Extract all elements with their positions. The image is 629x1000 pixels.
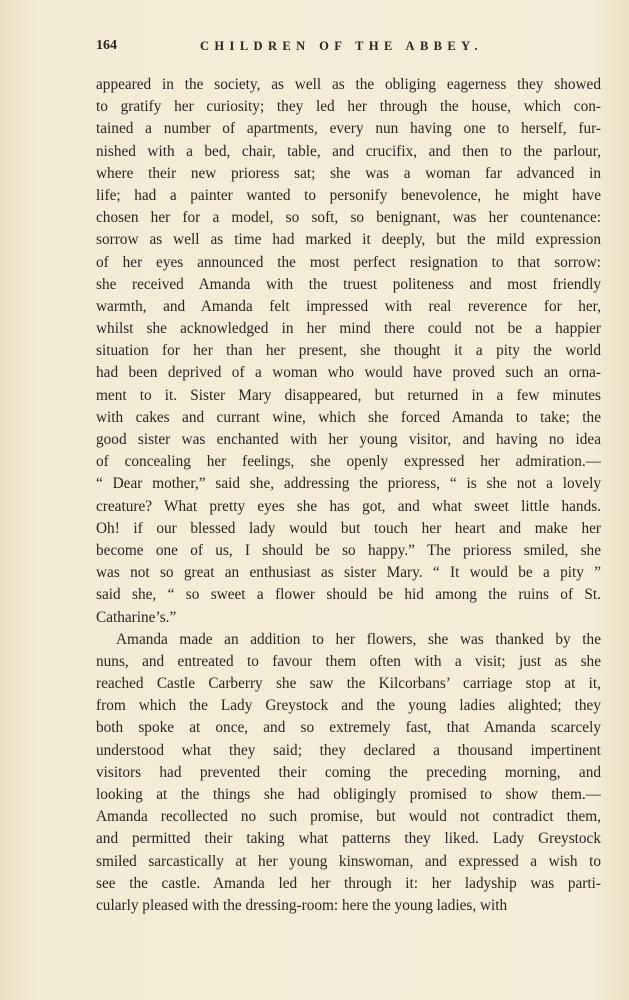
- text-line: sorrow as well as time had marked it deeply, but the mild expression: [96, 231, 601, 249]
- text-line: cularly pleased with the dressing-room: here the young ladies, with: [96, 896, 508, 914]
- text-line: and permitted their taking what patterns they liked. Lady Greystock: [96, 830, 601, 848]
- text-line: where their new prioress sat; she was a woman far advanced in: [96, 164, 601, 182]
- text-line: good sister was enchanted with her young visitor, and having no idea: [96, 431, 601, 448]
- text-line: smiled sarcastically at her young kinswoman, and expressed a wish to: [96, 852, 601, 870]
- text-line: warmth, and Amanda felt impressed with real reverence for her,: [96, 297, 601, 315]
- text-line: tained a number of apartments, every nun having one to herself, fur-: [96, 120, 601, 138]
- text-line: become one of us, I should be so happy.” The prioress smiled, she: [96, 541, 601, 559]
- text-line: creature? What pretty eyes she has got, and what sweet little hands.: [96, 497, 601, 515]
- paragraph: [96, 629, 601, 917]
- text-line: nuns, and entreated to favour them often with a visit; just as she: [96, 652, 601, 670]
- text-line: whilst she acknowledged in her mind there could not be a happier: [96, 320, 601, 338]
- text-line: reached Castle Carberry she saw the Kilcorbans’ carriage stop at it,: [96, 675, 601, 693]
- text-line: had been deprived of a woman who would have proved such an orna-: [96, 364, 601, 382]
- text-line: from which the Lady Greystock and the young ladies alighted; they: [96, 697, 601, 715]
- text-line: situation for her than her present, she thought it a pity the world: [96, 342, 601, 360]
- running-head: [96, 36, 610, 56]
- text-line: Amanda made an addition to her flowers, she was thanked by the: [116, 630, 601, 648]
- text-line: life; had a painter wanted to personify benevolence, he might have: [96, 186, 601, 204]
- text-line: nished with a bed, chair, table, and crucifix, and then to the parlour,: [96, 142, 601, 160]
- text-line: looking at the things she had obligingly promised to show them.—: [96, 786, 601, 803]
- text-line: understood what they said; they declared a thousand impertinent: [96, 741, 601, 759]
- text-line: visitors had prevented their coming the preceding morning, and: [96, 763, 601, 781]
- text-line: Amanda recollected no such promise, but would not contradict them,: [96, 808, 601, 826]
- text-line: with cakes and currant wine, which she forced Amanda to take; the: [96, 408, 601, 426]
- text-line: said she, “ so sweet a flower should be hid among the ruins of St.: [96, 586, 601, 604]
- text-line: of her eyes announced the most perfect resignation to that sorrow:: [96, 253, 601, 271]
- body-text: [96, 74, 601, 917]
- text-line: was not so great an enthusiast as sister Mary. “ It would be a pity ”: [96, 564, 601, 582]
- page-number: 164: [96, 38, 117, 53]
- text-line: appeared in the society, as well as the obliging eagerness they showed: [96, 76, 601, 93]
- running-title: CHILDREN OF THE ABBEY.: [200, 39, 483, 53]
- text-line: she received Amanda with the truest politeness and most friendly: [96, 275, 601, 293]
- text-line: Oh! if our blessed lady would but touch her heart and make her: [96, 519, 601, 537]
- text-line: both spoke at once, and so extremely fast, that Amanda scarcely: [96, 719, 601, 737]
- text-line: Catharine’s.”: [96, 608, 177, 626]
- text-line: of concealing her feelings, she openly expressed her admiration.—: [96, 453, 601, 471]
- text-line: to gratify her curiosity; they led her through the house, which con-: [96, 98, 601, 116]
- paragraph: [96, 74, 601, 629]
- text-line: chosen her for a model, so soft, so benignant, was her countenance:: [96, 209, 601, 227]
- text-line: “ Dear mother,” said she, addressing the prioress, “ is she not a lovely: [96, 475, 601, 493]
- text-line: ment to it. Sister Mary disappeared, but returned in a few minutes: [96, 386, 601, 404]
- text-line: see the castle. Amanda led her through it: her ladyship was parti-: [96, 874, 601, 892]
